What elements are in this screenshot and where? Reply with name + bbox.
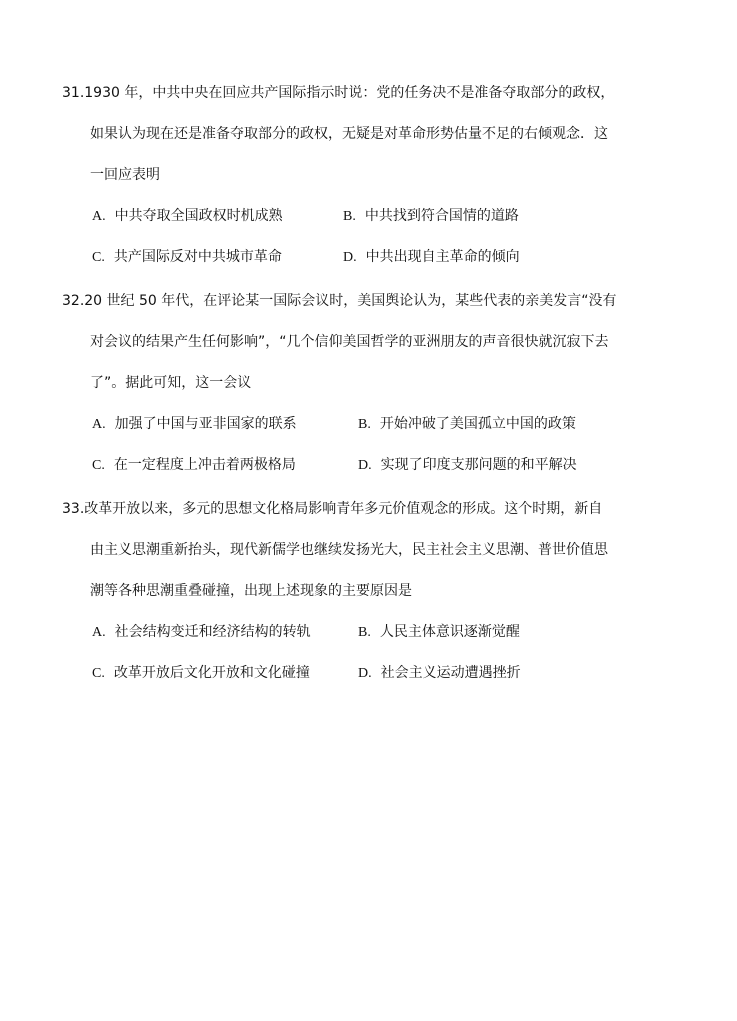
question-stem-line: 对会议的结果产生任何影响”，“几个信仰美国哲学的亚洲朋友的声音很快就沉寂下去 — [90, 334, 609, 350]
options-block — [62, 612, 682, 694]
option-d[interactable] — [358, 653, 521, 694]
question-stem-line: 33.改革开放以来，多元的思想文化格局影响青年多元价值观念的形成。这个时期，新自 — [62, 501, 603, 517]
option-a[interactable] — [92, 404, 358, 445]
option-text: 共产国际反对中共城市革命 — [113, 249, 282, 265]
option-d[interactable] — [358, 445, 577, 486]
option-row — [92, 404, 682, 445]
option-letter: D. — [343, 250, 357, 265]
option-text: 社会结构变迁和经济结构的转轨 — [114, 624, 311, 640]
question-33 — [62, 489, 682, 694]
option-text: 中共夺取全国政权时机成熟 — [114, 208, 283, 224]
option-text: 实现了印度支那问题的和平解决 — [380, 457, 577, 473]
options-block — [62, 196, 682, 278]
option-text: 开始冲破了美国孤立中国的政策 — [379, 416, 576, 432]
question-stem-line: 一回应表明 — [90, 167, 160, 183]
question-stem-line: 如果认为现在还是准备夺取部分的政权，无疑是对革命形势估量不足的右倾观念．这 — [90, 126, 608, 142]
option-text: 加强了中国与亚非国家的联系 — [114, 416, 297, 432]
option-b[interactable] — [343, 196, 519, 237]
option-b[interactable] — [358, 612, 520, 653]
option-text: 中共出现自主革命的倾向 — [365, 249, 520, 265]
option-row — [92, 196, 682, 237]
option-text: 中共找到符合国情的道路 — [364, 208, 519, 224]
option-letter: A. — [92, 209, 106, 224]
option-letter: D. — [358, 458, 372, 473]
option-c[interactable] — [92, 237, 343, 278]
option-a[interactable] — [92, 196, 343, 237]
option-text: 在一定程度上冲击着两极格局 — [113, 457, 296, 473]
option-c[interactable] — [92, 445, 358, 486]
question-stem-line: 潮等各种思潮重叠碰撞，出现上述现象的主要原因是 — [90, 583, 412, 599]
option-a[interactable] — [92, 612, 358, 653]
option-c[interactable] — [92, 653, 358, 694]
question-stem-line: 了”。据此可知，这一会议 — [90, 375, 252, 391]
option-letter: A. — [92, 417, 106, 432]
option-letter: C. — [92, 458, 105, 473]
question-31 — [62, 73, 682, 278]
question-stem-line: 31.1930 年，中共中央在回应共产国际指示时说：党的任务决不是准备夺取部分的政权， — [62, 85, 615, 101]
question-stem-line: 32.20 世纪 50 年代，在评论某一国际会议时，美国舆论认为，某些代表的亲美发言“没有 — [62, 293, 617, 309]
option-letter: B. — [343, 209, 356, 224]
question-stem-line: 由主义思潮重新抬头，现代新儒学也继续发扬光大，民主社会主义思潮、普世价值思 — [90, 542, 608, 558]
options-block — [62, 404, 682, 486]
option-row — [92, 445, 682, 486]
option-b[interactable] — [358, 404, 576, 445]
option-letter: C. — [92, 250, 105, 265]
option-row — [92, 653, 682, 694]
question-32 — [62, 281, 682, 486]
option-letter: B. — [358, 417, 371, 432]
option-letter: D. — [358, 666, 372, 681]
option-row — [92, 612, 682, 653]
option-d[interactable] — [343, 237, 520, 278]
option-letter: A. — [92, 625, 106, 640]
option-letter: B. — [358, 625, 371, 640]
option-text: 人民主体意识逐渐觉醒 — [379, 624, 520, 640]
option-text: 社会主义运动遭遇挫折 — [380, 665, 521, 681]
option-letter: C. — [92, 666, 105, 681]
option-row — [92, 237, 682, 278]
option-text: 改革开放后文化开放和文化碰撞 — [113, 665, 310, 681]
